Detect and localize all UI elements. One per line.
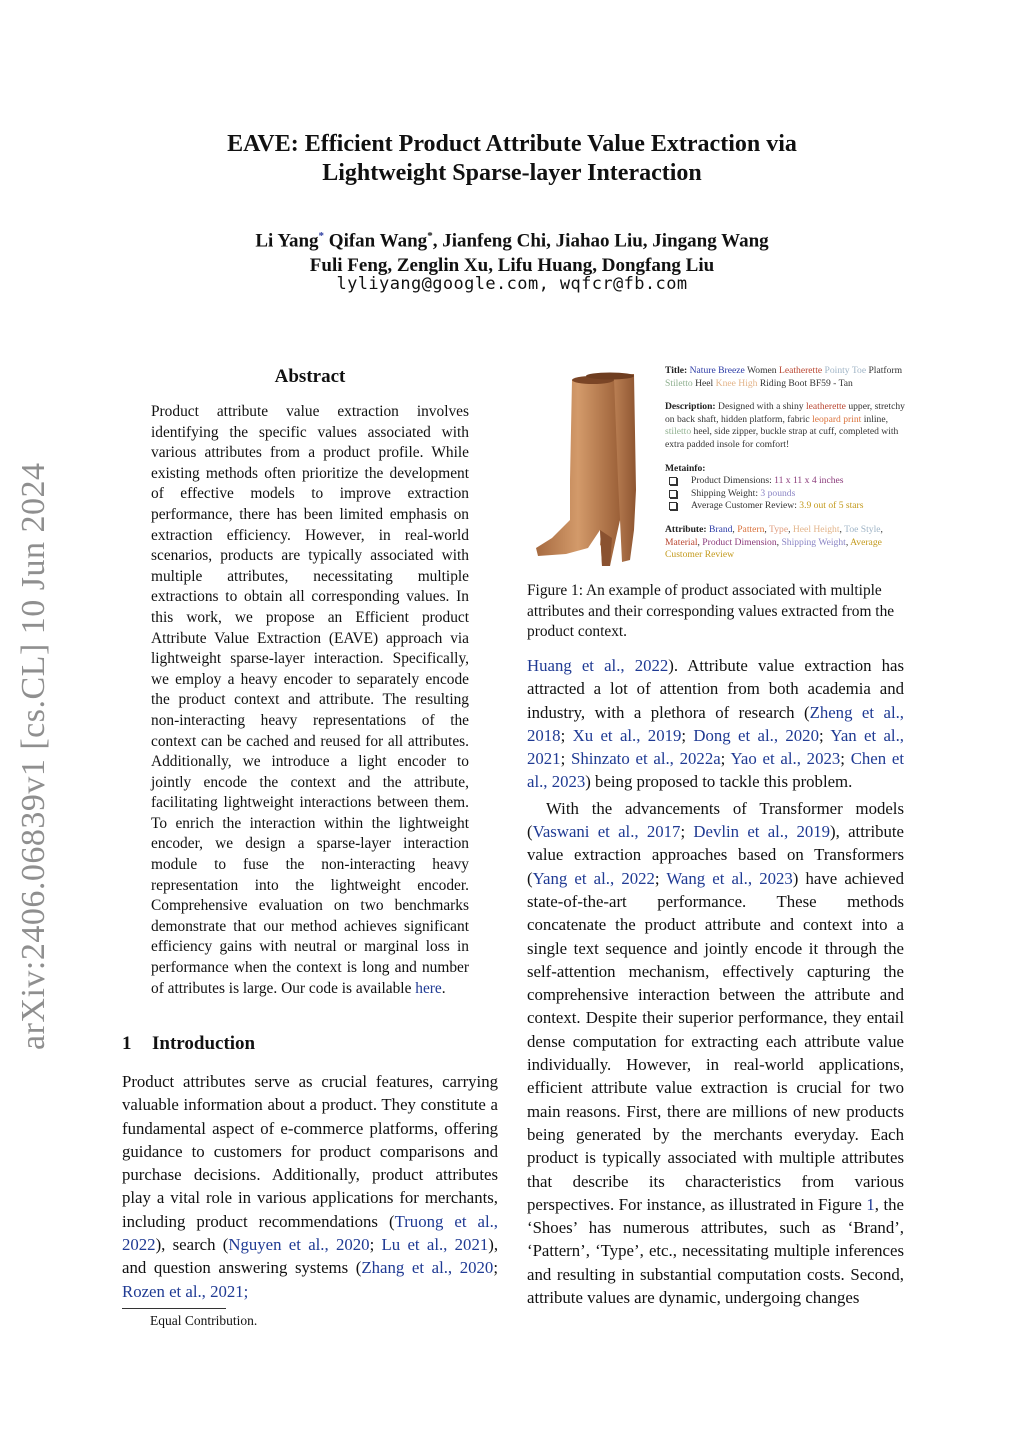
citation-link[interactable]: Lu et al., 2021 <box>381 1235 489 1255</box>
citation-link[interactable]: Huang et al., 2022 <box>527 656 669 675</box>
figure-caption: Figure 1: An example of product associated with multiple attributes and their corresponding values extracted from the product context. <box>527 582 895 641</box>
citation-link[interactable]: Wang et al., 2023 <box>666 868 793 888</box>
right-column-text <box>527 654 904 1309</box>
arxiv-stamp: arXiv:2406.06839v1 [cs.CL] 10 Jun 2024 <box>15 462 52 1050</box>
citation-link[interactable]: Zheng et al., 2018 <box>527 702 904 745</box>
citation-link[interactable]: Truong et al., 2022 <box>122 1211 498 1255</box>
section-number: 1 <box>122 1033 132 1054</box>
author-list <box>100 224 924 278</box>
citation-link[interactable]: Rozen et al., 2021 <box>122 1281 244 1301</box>
citation-link[interactable]: Shinzato et al., 2022a <box>571 749 721 769</box>
checkbox-list-item: Product Dimensions: 11 x 11 x 4 inches <box>665 475 910 488</box>
abstract-heading: Abstract <box>274 366 346 387</box>
authors-rest-line-1: , Jianfeng Chi, Jiahao Liu, Jingang Wang <box>432 230 769 252</box>
citation-link[interactable]: Chen et al., 2023 <box>527 749 904 792</box>
figure-attribute-block: Attribute: Brand, Pattern, Type, Heel Height, Toe Style, Material, Product Dimension, Shipping Weight, Average Customer Review <box>665 523 883 561</box>
section-title: Introduction <box>152 1033 256 1054</box>
footnote: Equal Contribution. <box>150 1313 258 1328</box>
boot-image <box>530 370 650 570</box>
citation-link[interactable]: Yao et al., 2023 <box>730 749 841 769</box>
title-line-2: Lightweight Sparse-layer Interaction <box>322 160 702 186</box>
equal-contribution-mark[interactable]: * <box>318 230 325 242</box>
footnote-rule <box>122 1308 226 1309</box>
citation-link[interactable]: Dong et al., 2020 <box>693 725 819 745</box>
citation-link[interactable]: Devlin et al., 2019 <box>693 822 831 842</box>
paragraph: Huang et al., 2022). Attribute value extraction has attracted a lot of attention from both academia and industry, with a plethora of research (Zheng et al., 2018; Xu et al., 2019; Dong et al., 2020; Yan et al., 2021; Shinzato et al., 2022a; Yao et al., 2023; Chen et al., 2023) being proposed to tackle this problem. <box>527 656 905 792</box>
citation-link[interactable]: Vaswani et al., 2017 <box>532 822 681 842</box>
figure-description-block: Description: Designed with a shiny leatherette upper, stretchy on back shaft, hidden platform, fabric leopard print inline, stiletto heel, side zipper, buckle strap at cuff, completed with extra padded insole for comfort! <box>665 401 905 450</box>
figure-product-context <box>665 365 910 573</box>
citation-link[interactable]: Xu et al., 2019 <box>572 725 682 745</box>
citation-link[interactable]: Yang et al., 2022 <box>532 868 655 888</box>
section-heading-introduction <box>122 1033 255 1055</box>
citation-link[interactable]: Nguyen et al., 2020 <box>228 1235 370 1255</box>
paragraph: With the advancements of Transformer models (Vaswani et al., 2017; Devlin et al., 2019), attribute value extraction approaches based on Transformers (Yang et al., 2022; Wang et al., 2023) have achieved state-of-the-art performance. These methods concatenate the product attribute and context into a single text sequence and jointly encode it through the self-attention mechanism, effectively capturing the comprehensive interaction between the attribute and context. Despite their superior performance, they entail dense computation for extracting each attribute value individually. However, in real-world applications, efficient attribute value extraction is crucial for two main reasons. First, there are millions of new products being generated by the merchants everyday. Each product is typically associated with multiple attributes that describe its characteristics from various perspectives. For instance, as illustrated in Figure 1, the ‘Shoes’ has numerous attributes, such as ‘Brand’, ‘Pattern’, ‘Type’, etc., necessitating multiple inferences and resulting in substantial computation costs. Second, attribute values are dynamic, undergoing changes <box>527 798 904 1308</box>
author-emails: lyliyang@google.com, wqfcr@fb.com <box>336 274 688 294</box>
figure-title-block: Title: Nature Breeze Women Leatherette Pointy Toe Platform Stiletto Heel Knee High Riding Boot BF59 - Tan <box>665 365 903 389</box>
author-qifan-wang: Qifan Wang <box>328 230 428 252</box>
checkbox-list-item: Average Customer Review: 3.9 out of 5 stars <box>665 500 910 513</box>
equal-contribution-mark-2: * <box>427 230 433 242</box>
checkbox-list-item: Shipping Weight: 3 pounds <box>665 488 910 501</box>
intro-paragraph-1: Product attributes serve as crucial features, carrying valuable information about a product. They constitute a fundamental aspect of e-commerce platforms, offering guidance to customers for product comparisons and purchase decisions. Additionally, product attributes play a vital role in various applications for merchants, including product recommendations (Truong et al., 2022), search (Nguyen et al., 2020; Lu et al., 2021), and question answering systems (Zhang et al., 2020; Rozen et al., 2021; <box>122 1072 499 1301</box>
citation-link[interactable]: Yan et al., 2021 <box>527 725 904 769</box>
figure-metainfo-block: Metainfo: Product Dimensions: 11 x 11 x 4 inches Shipping Weight: 3 pounds Average Customer Review: 3.9 out of 5 stars <box>665 463 910 513</box>
authors-line-2: Fuli Feng, Zenglin Xu, Lifu Huang, Dongfang Liu <box>309 255 715 277</box>
code-link[interactable]: here <box>415 979 442 997</box>
author-li-yang: Li Yang <box>255 230 319 252</box>
citation-link[interactable]: Zhang et al., 2020 <box>361 1258 494 1278</box>
abstract-body: Product attribute value extraction involves identifying the specific values associated with various attributes from a product profile. While existing methods often prioritize the development of effective models to improve extraction performance, there has been limited emphasis on extraction efficiency. However, in real-world scenarios, products are typically associated with multiple attributes, necessitating multiple extractions to obtain all corresponding values. In this work, we propose an Efficient product Attribute Value Extraction (EAVE) approach via lightweight sparse-layer interaction. Specifically, we employ a heavy encoder to separately encode the product context and attribute. The resulting non-interacting heavy representations of the context can be cached and reused for all attributes. Additionally, we introduce a light encoder to jointly encode the context and the attribute, facilitating lightweight interactions between them. To enrich the interaction within the lightweight encoder, we design a sparse-layer interaction module to fuse the non-interacting heavy representation into the lightweight encoder. Comprehensive evaluation on two benchmarks demonstrate that our method achieves significant efficiency gains with neutral or marginal loss in performance when the context is long and number of attributes is large. Our code is available here. <box>151 403 469 997</box>
title-line-1: EAVE: Efficient Product Attribute Value Extraction via <box>227 131 797 157</box>
paper-title <box>100 130 924 188</box>
figure-reference-link[interactable]: 1 <box>866 1194 875 1214</box>
abstract-text: Product attribute value extraction involves identifying the specific values associated with various attributes from a product profile. While existing methods often prioritize the development of effective models to improve extraction performance, there has been limited emphasis on extraction efficiency. However, in real-world scenarios, products are typically associated with multiple attributes, necessitating multiple extractions to obtain all corresponding values. In this work, we propose an Efficient product Attribute Value Extraction (EAVE) approach via lightweight sparse-layer interaction. Specifically, we employ a heavy encoder to separately encode the product context and attribute. The resulting non-interacting heavy representations of the context can be cached and reused for all attributes. Additionally, we introduce a light encoder to jointly encode the context and the attribute, facilitating lightweight interactions between them. To enrich the interaction within the lightweight encoder, we design a sparse-layer interaction module to fuse the non-interacting heavy representation into the lightweight encoder. Comprehensive evaluation on two benchmarks demonstrate that our method achieves significant efficiency gains with neutral or marginal loss in performance when the context is long and number of attributes is large. Our code is available <box>151 403 469 997</box>
